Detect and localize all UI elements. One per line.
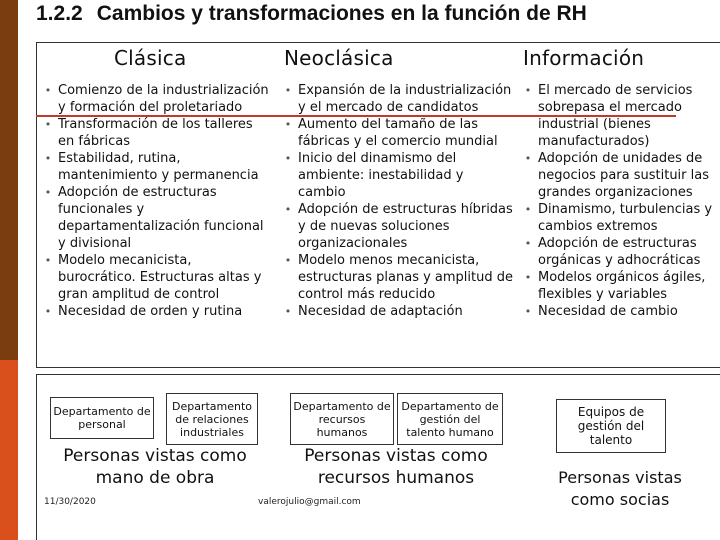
people-label-clasica: Personas vistas como mano de obra xyxy=(63,446,247,488)
list-item: • Modelos orgánicos ágiles, flexibles y variables xyxy=(521,269,719,303)
bullet-icon: • xyxy=(524,84,532,97)
bullet-icon: • xyxy=(284,118,292,131)
title-number: 1.2.2 xyxy=(36,2,83,25)
dept-equipos-box: Equipos de gestión del talento xyxy=(556,399,666,453)
list-item: • Necesidad de cambio xyxy=(521,303,719,320)
list-item: • Estabilidad, rutina, mantenimiento y permanencia xyxy=(41,150,273,184)
column-neoclasica xyxy=(281,82,513,320)
bullet-icon: • xyxy=(44,118,52,131)
footer-email: valerojulio@gmail.com xyxy=(258,497,361,507)
title-text: Cambios y transformaciones en la función de RH xyxy=(96,2,587,25)
bullet-icon: • xyxy=(284,203,292,216)
bullet-icon: • xyxy=(44,84,52,97)
dept-personal-box: Departamento de personal xyxy=(50,397,154,439)
column-informacion xyxy=(521,82,719,320)
column-header-neoclasica: Neoclásica xyxy=(284,46,394,70)
side-stripe-orange xyxy=(0,360,18,540)
dept-relaciones-box: Departamento de relaciones industriales xyxy=(166,393,258,445)
dept-gestion-box: Departamento de gestión del talento humano xyxy=(397,393,503,445)
list-item: • Adopción de estructuras orgánicas y adhocráticas xyxy=(521,235,719,269)
side-stripe-dark xyxy=(0,0,18,360)
column-clasica xyxy=(41,82,273,320)
bullet-icon: • xyxy=(524,271,532,284)
list-item: • Necesidad de orden y rutina xyxy=(41,303,273,320)
bullet-icon: • xyxy=(524,203,532,216)
bullet-icon: • xyxy=(44,305,52,318)
people-label-neoclasica: Personas vistas como recursos humanos xyxy=(304,446,488,488)
list-item: • Adopción de estructuras híbridas y de nuevas soluciones organizacionales xyxy=(281,201,513,252)
list-item: • Adopción de unidades de negocios para sustituir las grandes organizaciones xyxy=(521,150,719,201)
list-item: • Aumento del tamaño de las fábricas y el comercio mundial xyxy=(281,116,513,150)
bullet-icon: • xyxy=(524,152,532,165)
bullet-icon: • xyxy=(44,186,52,199)
bullet-icon: • xyxy=(284,152,292,165)
bullet-icon: • xyxy=(44,254,52,267)
dept-recursos-box: Departamento de recursos humanos xyxy=(290,393,394,445)
list-item: • Dinamismo, turbulencias y cambios extremos xyxy=(521,201,719,235)
list-item: • Modelo mecanicista, burocrático. Estructuras altas y gran amplitud de control xyxy=(41,252,273,303)
bullet-icon: • xyxy=(524,305,532,318)
column-header-informacion: Información xyxy=(523,46,645,70)
bullet-icon: • xyxy=(44,152,52,165)
footer-date: 11/30/2020 xyxy=(44,497,96,507)
slide-title xyxy=(36,2,587,26)
list-item: • Adopción de estructuras funcionales y departamentalización funcional y divisional xyxy=(41,184,273,252)
bullet-icon: • xyxy=(524,237,532,250)
bullet-icon: • xyxy=(284,305,292,318)
list-item: • El mercado de servicios sobrepasa el mercado industrial (bienes manufacturados) xyxy=(521,82,719,150)
list-item: • Transformación de los talleres en fábricas xyxy=(41,116,273,150)
list-item: • Necesidad de adaptación xyxy=(281,303,513,320)
bullet-icon: • xyxy=(284,254,292,267)
people-label-informacion: Personas vistas como socias xyxy=(558,468,682,509)
list-item: • Inicio del dinamismo del ambiente: inestabilidad y cambio xyxy=(281,150,513,201)
list-item: • Comienzo de la industrialización y formación del proletariado xyxy=(41,82,273,116)
column-header-clasica: Clásica xyxy=(114,46,187,70)
bullet-icon: • xyxy=(284,84,292,97)
list-item: • Modelo menos mecanicista, estructuras planas y amplitud de control más reducido xyxy=(281,252,513,303)
list-item: • Expansión de la industrialización y el mercado de candidatos xyxy=(281,82,513,116)
